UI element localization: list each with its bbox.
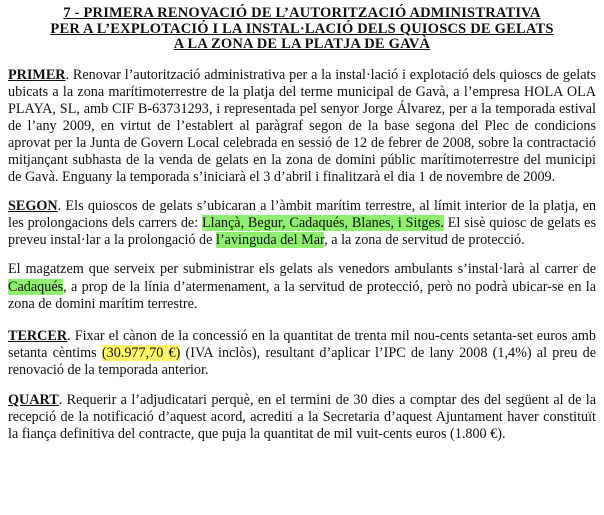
tercer-text-a: . Fixar el cànon de la concessió en la quantitat de trenta mil nou-cents setanta-set euros amb setanta cèntims bbox=[8, 327, 596, 361]
paragraph-magatzem bbox=[8, 261, 596, 312]
magatzem-text-b: , a prop de la línia d’atermenament, a la servitud de protecció, però no podrà ubicar-se en la zona de domini marítim terrestre. bbox=[8, 278, 596, 312]
document-title bbox=[8, 6, 596, 53]
highlight-amount: (30.977,70 €) bbox=[101, 344, 181, 361]
magatzem-text-a: El magatzem que serveix per subministrar els gelats als venedors ambulants s’instal·larà al carrer de bbox=[8, 261, 596, 278]
quart-heading: QUART bbox=[8, 392, 59, 408]
highlight-avinguda: l’avinguda del Mar bbox=[216, 232, 325, 249]
tercer-text-b: (IVA inclòs), resultant d’aplicar l’IPC de lany 2008 (1,4%) al preu de renovació de la temporada anterior. bbox=[8, 344, 597, 378]
highlight-streets: Llançà, Begur, Cadaqués, Blanes, i Sitges. bbox=[201, 215, 444, 232]
tercer-heading: TERCER bbox=[8, 327, 68, 344]
highlight-cadaques: Cadaqués bbox=[8, 278, 64, 295]
title-line-2: PER A L’EXPLOTACIÓ I LA INSTAL·LACIÓ DELS QUIOSCS DE GELATS bbox=[50, 20, 554, 37]
segon-text-c: , a la zona de servitud de protecció. bbox=[324, 232, 525, 249]
segon-text-a: . Els quioscos de gelats s’ubicaran a l’àmbit marítim terrestre, al límit interior de la platja, en les prolongacions dels carrers de: bbox=[8, 198, 596, 232]
paragraph-quart bbox=[8, 392, 596, 443]
paragraph-segon bbox=[8, 198, 596, 249]
primer-text: . Renovar l’autorització administrativa per a la instal·lació i explotació dels quioscs de gelats ubicats a la zona marítimoterrestre de la platja del terme municipal de Gavà, a l’empresa HOLA OLA PLAYA, SL, amb CIF B-63731293, i representada pel senyor Jorge Álvarez, per a la temporada estival de l’any 2009, en virtut de l’establert al paràgraf segon de la base segona del Plec de condicions aprovat per la Junta de Govern Local celebrada en sessió de 12 de febrer de 2008, sobre la contractació mitjançant subhasta de la venda de gelats en la zona de domini públic marítimoterrestre del municipi de Gavà. Enguany la temporada s’iniciarà el 3 d’abril i finalitzarà el dia 1 de novembre de 2009. bbox=[8, 66, 596, 186]
primer-heading: PRIMER bbox=[8, 66, 66, 83]
title-line-3: A LA ZONA DE LA PLATJA DE GAVÀ bbox=[173, 36, 431, 52]
paragraph-tercer bbox=[8, 328, 596, 379]
title-line-1: 7 - PRIMERA RENOVACIÓ DE L’AUTORITZACIÓ ADMINISTRATIVA bbox=[63, 5, 541, 21]
quart-text: . Requerir a l’adjudicatari perquè, en el termini de 30 dies a comptar des del següent al de la recepció de la notificació d’aquest acord, acrediti a la Secretaria d’aquest Ajuntament haver constituït la fiança definitiva del contracte, que puja la quantitat de mil vuit-cents euros (1.800 €). bbox=[8, 392, 596, 443]
paragraph-primer bbox=[8, 67, 596, 187]
segon-text-b: El sisè quiosc de gelats es preveu instal·lar a la prolongació de bbox=[8, 215, 596, 249]
segon-heading: SEGON bbox=[8, 198, 58, 215]
